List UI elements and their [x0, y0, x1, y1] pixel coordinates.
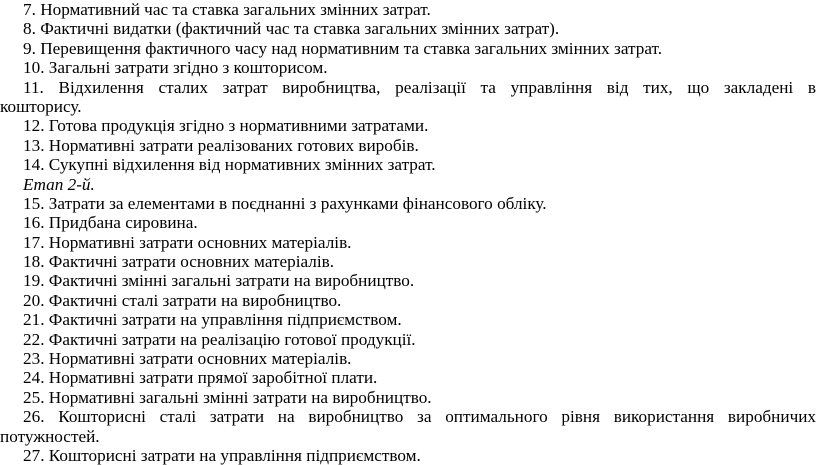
list-item-24: 24. Нормативні затрати прямої заробітної плати. — [23, 368, 378, 388]
list-item-26-line-2: потужностей. — [0, 426, 100, 446]
list-item-21: 21. Фактичні затрати на управління підприємством. — [23, 310, 402, 330]
list-item-9: 9. Перевищення фактичного часу над нормативним та ставка загальних змінних затрат. — [23, 38, 663, 58]
list-item-15: 15. Затрати за елементами в поєднанні з рахунками фінансового обліку. — [23, 193, 547, 213]
stage-heading: Етап 2-й. — [23, 174, 95, 194]
list-item-11-line-1: 11. Відхилення сталих затрат виробництва, реалізації та управління від тих, що закладені в — [23, 77, 816, 97]
list-item-11-line-2: кошторису. — [0, 96, 82, 116]
list-item-14: 14. Сукупні відхилення від нормативних змінних затрат. — [23, 155, 436, 175]
list-item-19: 19. Фактичні змінні загальні затрати на виробництво. — [23, 271, 415, 291]
list-item-16: 16. Придбана сировина. — [23, 213, 198, 233]
list-item-7: 7. Нормативний час та ставка загальних змінних затрат. — [23, 0, 431, 19]
list-item-17: 17. Нормативні затрати основних матеріалів. — [23, 232, 352, 252]
list-item-23: 23. Нормативні затрати основних матеріалів. — [23, 349, 352, 369]
list-item-20: 20. Фактичні сталі затрати на виробництво. — [23, 290, 342, 310]
list-item-8: 8. Фактичні видатки (фактичний час та ставка загальних змінних затрат). — [23, 19, 560, 39]
list-item-12: 12. Готова продукція згідно з нормативними затратами. — [23, 116, 429, 136]
list-item-18: 18. Фактичні затрати основних матеріалів. — [23, 252, 335, 272]
list-item-26-line-1: 26. Кошторисні сталі затрати на виробництво за оптимального рівня використання виробничих — [23, 407, 816, 427]
list-item-25: 25. Нормативні загальні змінні затрати на виробництво. — [23, 387, 432, 407]
list-item-10: 10. Загальні затрати згідно з кошторисом. — [23, 58, 328, 78]
list-item-27: 27. Кошторисні затрати на управління підприємством. — [23, 445, 421, 465]
list-item-13: 13. Нормативні затрати реалізованих готових виробів. — [23, 135, 419, 155]
list-item-22: 22. Фактичні затрати на реалізацію готової продукції. — [23, 329, 416, 349]
